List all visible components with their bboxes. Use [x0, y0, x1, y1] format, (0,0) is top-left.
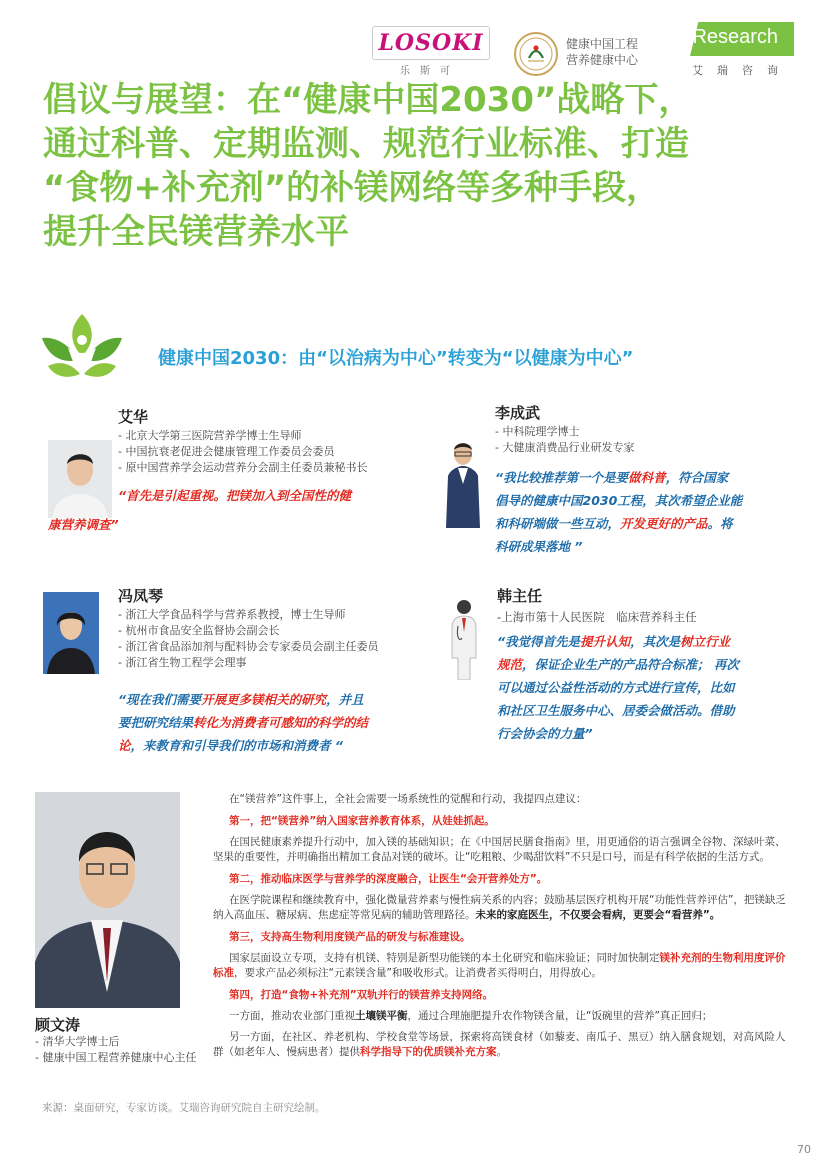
recommendations-text	[213, 792, 793, 1060]
title-line: 提升全民镁营养水平	[43, 212, 349, 252]
expert-name-feng: 冯凤琴	[118, 587, 164, 605]
quote-highlight: 树立行业	[680, 634, 731, 649]
quote-line: 和社区卫生服务中心、居委会做活动。借助	[497, 703, 735, 718]
center-name-line2: 营养健康中心	[566, 53, 639, 67]
body-emphasis: 未来的家庭医生，不仅要会看病，更要会“看营养”。	[475, 909, 721, 921]
recommendations-intro: 在“镁营养”这件事上，全社会需要一场系统性的觉醒和行动，我提四点建议：	[229, 793, 587, 805]
title-line: 倡议与展望：在“健康中国2030”战略下，	[43, 80, 693, 120]
credential-line: - 中科院理学博士	[495, 425, 580, 438]
expert-quote-han	[497, 630, 797, 745]
body-highlight: 镁补充剂的生物利用度评价标准	[213, 952, 786, 979]
page-title	[43, 78, 803, 254]
quote-highlight: 开发更好的产品	[620, 516, 708, 531]
recommendation-body	[213, 1030, 793, 1060]
quote-highlight: 规范	[497, 657, 523, 672]
recommendation-heading: 第一，把“镁营养”纳入国家营养教育体系，从娃娃抓起。	[229, 815, 495, 827]
expert-credentials-aihua	[118, 428, 367, 476]
losoki-wordmark: LOSOKI	[378, 30, 484, 56]
body-emphasis: 土壤镁平衡	[355, 1010, 408, 1022]
quote-line	[118, 711, 418, 734]
leaf-figure-icon	[38, 310, 126, 382]
page-number: 70	[797, 1143, 811, 1156]
credential-line: - 中国抗衰老促进会健康管理工作委员会委员	[118, 445, 335, 458]
iresearch-wordmark: iResearch	[688, 26, 779, 48]
recommendation-body	[213, 893, 793, 923]
quote-segment: 和科研端做一些互动，	[495, 516, 621, 531]
quote-highlight: 论	[118, 738, 131, 753]
recommendation-body: 在国民健康素养提升行动中，加入镁的基础知识；在《中国居民膳食指南》里，用更通俗的语言强调全谷物、深绿叶菜、坚果的重要性，并明确指出精加工食品对镁的破坏。让“吃粗粮、少喝甜饮料”不只是口号，而是有科学依据的生活方式。	[213, 836, 786, 863]
body-segment: ，要求产品必须标注“元素镁含量”和吸收形式。让消费者买得明白，用得放心。	[234, 967, 602, 979]
quote-highlight: 做科普	[628, 470, 666, 485]
losoki-logo	[372, 26, 490, 60]
recommendation-heading: 第三，支持高生物利用度镁产品的研发与标准建设。	[229, 931, 471, 943]
quote-line: 科研成果落地 ”	[495, 539, 583, 554]
doctor-icon	[448, 598, 480, 680]
expert-quote-feng	[118, 688, 418, 757]
title-line: “食物+补充剂”的补镁网络等多种手段，	[43, 168, 661, 208]
expert-credentials-li	[495, 424, 634, 456]
credential-line: - 浙江省生物工程学会理事	[118, 656, 247, 669]
expert-quote-aihua-cont	[48, 513, 119, 536]
body-segment: ，通过合理施肥提升农作物镁含量，让“饭碗里的营养”真正回归；	[407, 1010, 713, 1022]
quote-highlight: 提升认知	[580, 634, 631, 649]
expert-name-gu: 顾文涛	[35, 1016, 81, 1034]
quote-segment: ，保证企业生产的产品符合标准； 再次	[522, 657, 739, 672]
recommendation-body	[213, 1009, 793, 1024]
expert-credentials-han	[497, 609, 697, 625]
expert-photo-gu	[35, 792, 180, 1008]
quote-segment: “我比较推荐第一个是要	[495, 470, 629, 485]
quote-highlight: 开展更多镁相关的研究	[201, 692, 327, 707]
recommendation-heading: 第四，打造“食物+补充剂”双轨并行的镁营养支持网络。	[229, 989, 494, 1001]
quote-line: 倡导的健康中国2030工程，其次希望企业能	[495, 493, 743, 508]
expert-name-li: 李成武	[495, 404, 541, 422]
body-highlight: 科学指导下的优质镁补充方案	[360, 1046, 497, 1058]
credential-line: - 清华大学博士后	[35, 1035, 120, 1048]
quote-line: 行会协会的力量”	[497, 726, 593, 741]
expert-name-aihua: 艾华	[118, 408, 149, 426]
quote-line	[495, 466, 795, 489]
credential-line: - 原中国营养学会运动营养分会副主任委员兼秘书长	[118, 461, 368, 474]
expert-quote-li	[495, 466, 795, 558]
quote-highlight: 转化为消费者可感知的科学的结	[193, 715, 369, 730]
quote-line	[118, 734, 418, 757]
quote-line	[497, 653, 797, 676]
body-segment: 。	[496, 1046, 507, 1058]
quote-segment: 。将	[707, 516, 733, 531]
nutrition-center-seal-icon	[514, 32, 558, 76]
expert-photo-aihua	[48, 440, 112, 518]
body-segment: 一方面，推动农业部门重视	[229, 1010, 355, 1022]
source-note: 来源：桌面研究，专家访谈。艾瑞咨询研究院自主研究绘制。	[42, 1102, 326, 1114]
section-subheading: 健康中国2030：由“以治病为中心”转变为“以健康为中心”	[158, 348, 634, 369]
expert-credentials-gu	[35, 1034, 196, 1066]
expert-photo-li	[438, 436, 488, 528]
quote-line: 康营养调查”	[48, 517, 119, 532]
quote-segment: ，其次是	[630, 634, 681, 649]
body-segment: 另一方面，在社区、养老机构、学校食堂等场景，探索将高镁食材（如藜麦、南瓜子、黑豆）纳入膳食规划，对高风险人群（如老年人、慢病患者）提供	[213, 1031, 786, 1058]
quote-segment: ，并且	[326, 692, 364, 707]
credential-line: -上海市第十人民医院 临床营养科主任	[497, 610, 697, 624]
quote-line	[495, 512, 795, 535]
quote-segment: ，符合国家	[665, 470, 729, 485]
nutrition-center-name	[566, 36, 638, 68]
quote-line: “首先是引起重视。把镁加入到全国性的健	[118, 488, 352, 503]
quote-segment: ，来教育和引导我们的市场和消费者 “	[130, 738, 343, 753]
title-line: 通过科普、定期监测、规范行业标准、打造	[43, 124, 689, 164]
credential-line: - 杭州市食品安全监督协会副会长	[118, 624, 280, 637]
expert-name-han: 韩主任	[497, 587, 543, 605]
body-segment: 国家层面设立专项，支持有机镁、特别是新型功能镁的本土化研究和临床验证；同时加快制定	[229, 952, 660, 964]
iresearch-chinese-name: 艾瑞咨询	[692, 64, 792, 77]
recommendation-body	[213, 951, 793, 981]
quote-segment: “我觉得首先是	[497, 634, 581, 649]
body-segment: 在医学院课程和继续教育中，强化微量营养素与慢性病关系的内容；鼓励基层医疗机构开展“功能性营养评估”，把镁缺乏纳入高血压、糖尿病、焦虑症等常见病的辅助管理路径。	[213, 894, 786, 921]
credential-line: - 北京大学第三医院营养学博士生导师	[118, 429, 302, 442]
credential-line: - 健康中国工程营养健康中心主任	[35, 1051, 197, 1064]
expert-credentials-feng	[118, 607, 378, 671]
expert-photo-feng	[43, 592, 99, 674]
quote-line: 可以通过公益性活动的方式进行宣传，比如	[497, 680, 735, 695]
recommendation-heading: 第二，推动临床医学与营养学的深度融合，让医生“会开营养处方”。	[229, 873, 548, 885]
credential-line: - 大健康消费品行业研发专家	[495, 441, 635, 454]
center-name-line1: 健康中国工程	[566, 37, 639, 51]
credential-line: - 浙江省食品添加剂与配料协会专家委员会副主任委员	[118, 640, 379, 653]
quote-segment: 要把研究结果	[118, 715, 194, 730]
quote-line	[497, 630, 797, 653]
expert-quote-aihua	[118, 484, 408, 507]
quote-line	[118, 688, 418, 711]
quote-segment: “现在我们需要	[118, 692, 202, 707]
credential-line: - 浙江大学食品科学与营养系教授，博士生导师	[118, 608, 346, 621]
losoki-chinese-name: 乐斯可	[400, 66, 460, 77]
